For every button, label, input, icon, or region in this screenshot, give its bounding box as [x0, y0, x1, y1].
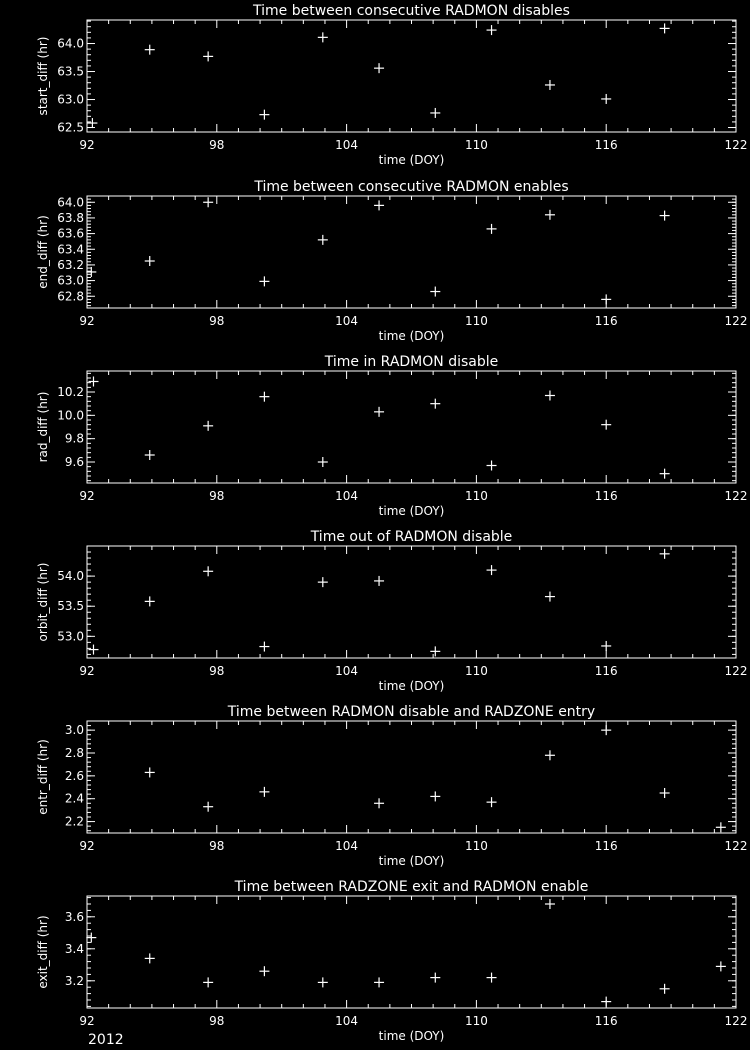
data-point	[145, 596, 155, 606]
data-point	[374, 977, 384, 987]
plot-frame	[87, 196, 736, 308]
data-point	[86, 933, 96, 943]
x-tick-label: 110	[464, 314, 488, 328]
data-point	[374, 798, 384, 808]
x-tick-label: 116	[594, 314, 618, 328]
y-tick-label: 10.0	[57, 408, 84, 423]
chart-panel-5	[36, 704, 747, 868]
data-point	[259, 276, 269, 286]
plot-frame	[87, 721, 736, 833]
chart-panel-1	[36, 3, 747, 167]
data-point	[601, 94, 611, 104]
data-point	[487, 224, 497, 234]
y-tick-label: 53.5	[57, 599, 84, 614]
data-point	[487, 25, 497, 35]
data-point	[545, 80, 555, 90]
data-point	[430, 287, 440, 297]
data-point	[203, 977, 213, 987]
chart-panel-3	[36, 354, 747, 518]
data-point	[430, 108, 440, 118]
y-tick-label: 3.4	[64, 941, 84, 956]
data-point	[203, 566, 213, 576]
x-tick-label: 116	[594, 138, 618, 152]
data-point	[430, 973, 440, 983]
x-axis-label: time (DOY)	[378, 329, 445, 343]
y-tick-label: 63.0	[57, 273, 84, 288]
data-point	[87, 118, 97, 128]
y-tick-label: 9.6	[64, 455, 84, 469]
plot-frame	[87, 371, 736, 483]
data-point	[318, 977, 328, 987]
chart-panel-4	[36, 529, 747, 693]
y-tick-label: 3.0	[64, 723, 84, 738]
data-point	[145, 450, 155, 460]
x-tick-label: 104	[335, 138, 359, 152]
data-point	[259, 787, 269, 797]
x-axis-label: time (DOY)	[378, 153, 445, 167]
x-tick-label: 98	[209, 138, 225, 152]
data-point	[545, 750, 555, 760]
y-tick-label: 63.5	[57, 64, 84, 79]
x-tick-label: 122	[724, 489, 748, 503]
x-tick-label: 104	[335, 839, 359, 853]
data-point	[601, 420, 611, 430]
y-tick-label: 2.6	[64, 768, 84, 783]
data-point	[203, 802, 213, 812]
data-point	[660, 469, 670, 479]
data-point	[545, 391, 555, 401]
x-tick-label: 110	[464, 489, 488, 503]
y-tick-label: 63.8	[57, 210, 84, 225]
y-tick-label: 64.0	[57, 195, 84, 210]
data-point	[660, 788, 670, 798]
y-tick-label: 2.4	[64, 791, 84, 806]
data-point	[716, 822, 726, 832]
chart-title: Time in RADMON disable	[324, 354, 499, 370]
x-tick-label: 110	[464, 1014, 488, 1028]
data-point	[487, 973, 497, 983]
chart-title: Time between RADMON disable and RADZONE entry	[227, 704, 596, 720]
plot-frame	[87, 896, 736, 1008]
x-tick-label: 104	[335, 1014, 359, 1028]
y-tick-label: 62.5	[57, 120, 84, 135]
y-tick-label: 64.0	[57, 36, 84, 51]
y-tick-label: 63.4	[57, 242, 84, 257]
data-point	[374, 63, 384, 73]
data-point	[374, 200, 384, 210]
chart-title: Time between consecutive RADMON disables	[253, 3, 570, 19]
y-tick-label: 63.2	[57, 257, 84, 272]
data-point	[259, 110, 269, 120]
data-point	[487, 565, 497, 575]
y-tick-label: 54.0	[57, 569, 84, 584]
x-axis-label: time (DOY)	[378, 854, 445, 868]
x-tick-label: 122	[724, 1014, 748, 1028]
footer-year: 2012	[88, 1032, 124, 1048]
x-tick-label: 98	[209, 489, 225, 503]
data-point	[430, 646, 440, 656]
data-point	[318, 32, 328, 42]
y-axis-label: end_diff (hr)	[36, 215, 50, 289]
data-point	[660, 984, 670, 994]
x-tick-label: 116	[594, 1014, 618, 1028]
y-tick-label: 2.8	[64, 746, 84, 760]
data-point	[430, 791, 440, 801]
data-point	[374, 576, 384, 586]
x-tick-label: 104	[335, 489, 359, 503]
x-tick-label: 110	[464, 839, 488, 853]
x-tick-label: 98	[209, 314, 225, 328]
chart-title: Time between RADZONE exit and RADMON enable	[234, 879, 589, 895]
data-point	[259, 642, 269, 652]
x-tick-label: 92	[79, 138, 95, 152]
data-point	[487, 797, 497, 807]
y-axis-label: orbit_diff (hr)	[36, 562, 50, 642]
data-point	[145, 953, 155, 963]
data-point	[601, 294, 611, 304]
x-axis-label: time (DOY)	[378, 679, 445, 693]
x-tick-label: 98	[209, 664, 225, 678]
x-tick-label: 92	[79, 1014, 95, 1028]
x-axis-label: time (DOY)	[378, 1029, 445, 1043]
x-tick-label: 122	[724, 839, 748, 853]
data-point	[545, 592, 555, 602]
x-tick-label: 116	[594, 664, 618, 678]
x-tick-label: 104	[335, 314, 359, 328]
data-point	[145, 45, 155, 55]
data-point	[660, 23, 670, 33]
data-point	[145, 256, 155, 266]
y-axis-label: exit_diff (hr)	[36, 915, 50, 989]
x-tick-label: 92	[79, 314, 95, 328]
plot-frame	[87, 20, 736, 132]
data-point	[545, 210, 555, 220]
x-tick-label: 110	[464, 138, 488, 152]
x-tick-label: 122	[724, 664, 748, 678]
chart-panel-6	[36, 879, 747, 1043]
x-axis-label: time (DOY)	[378, 504, 445, 518]
chart-title: Time out of RADMON disable	[310, 529, 513, 545]
data-point	[601, 725, 611, 735]
plot-frame	[87, 546, 736, 658]
x-tick-label: 110	[464, 664, 488, 678]
y-tick-label: 3.6	[64, 909, 84, 924]
data-point	[545, 899, 555, 909]
y-tick-label: 9.8	[64, 431, 84, 446]
data-point	[601, 641, 611, 651]
data-point	[318, 235, 328, 245]
data-point	[145, 767, 155, 777]
y-tick-label: 63.6	[57, 226, 84, 241]
y-axis-label: entr_diff (hr)	[36, 739, 50, 815]
data-point	[203, 197, 213, 207]
data-point	[203, 51, 213, 61]
y-tick-label: 63.0	[57, 92, 84, 107]
x-tick-label: 122	[724, 314, 748, 328]
x-tick-label: 122	[724, 138, 748, 152]
x-tick-label: 92	[79, 489, 95, 503]
data-point	[88, 645, 98, 655]
x-tick-label: 92	[79, 664, 95, 678]
data-point	[716, 961, 726, 971]
y-tick-label: 2.2	[64, 814, 84, 829]
data-point	[318, 577, 328, 587]
data-point	[660, 549, 670, 559]
data-point	[374, 407, 384, 417]
y-tick-label: 10.2	[57, 385, 84, 399]
data-point	[259, 392, 269, 402]
data-point	[487, 461, 497, 471]
y-axis-label: start_diff (hr)	[36, 36, 50, 116]
chart-title: Time between consecutive RADMON enables	[254, 179, 569, 195]
y-tick-label: 53.0	[57, 629, 84, 644]
data-point	[318, 457, 328, 467]
y-tick-label: 62.8	[57, 289, 84, 304]
data-point	[203, 421, 213, 431]
x-tick-label: 92	[79, 839, 95, 853]
data-point	[601, 997, 611, 1007]
x-tick-label: 98	[209, 1014, 225, 1028]
data-point	[259, 966, 269, 976]
x-tick-label: 98	[209, 839, 225, 853]
chart-panel-2	[36, 179, 747, 343]
x-tick-label: 116	[594, 839, 618, 853]
x-tick-label: 104	[335, 664, 359, 678]
data-point	[660, 211, 670, 221]
data-point	[430, 399, 440, 409]
x-tick-label: 116	[594, 489, 618, 503]
y-axis-label: rad_diff (hr)	[36, 391, 50, 463]
y-tick-label: 3.2	[64, 973, 84, 988]
